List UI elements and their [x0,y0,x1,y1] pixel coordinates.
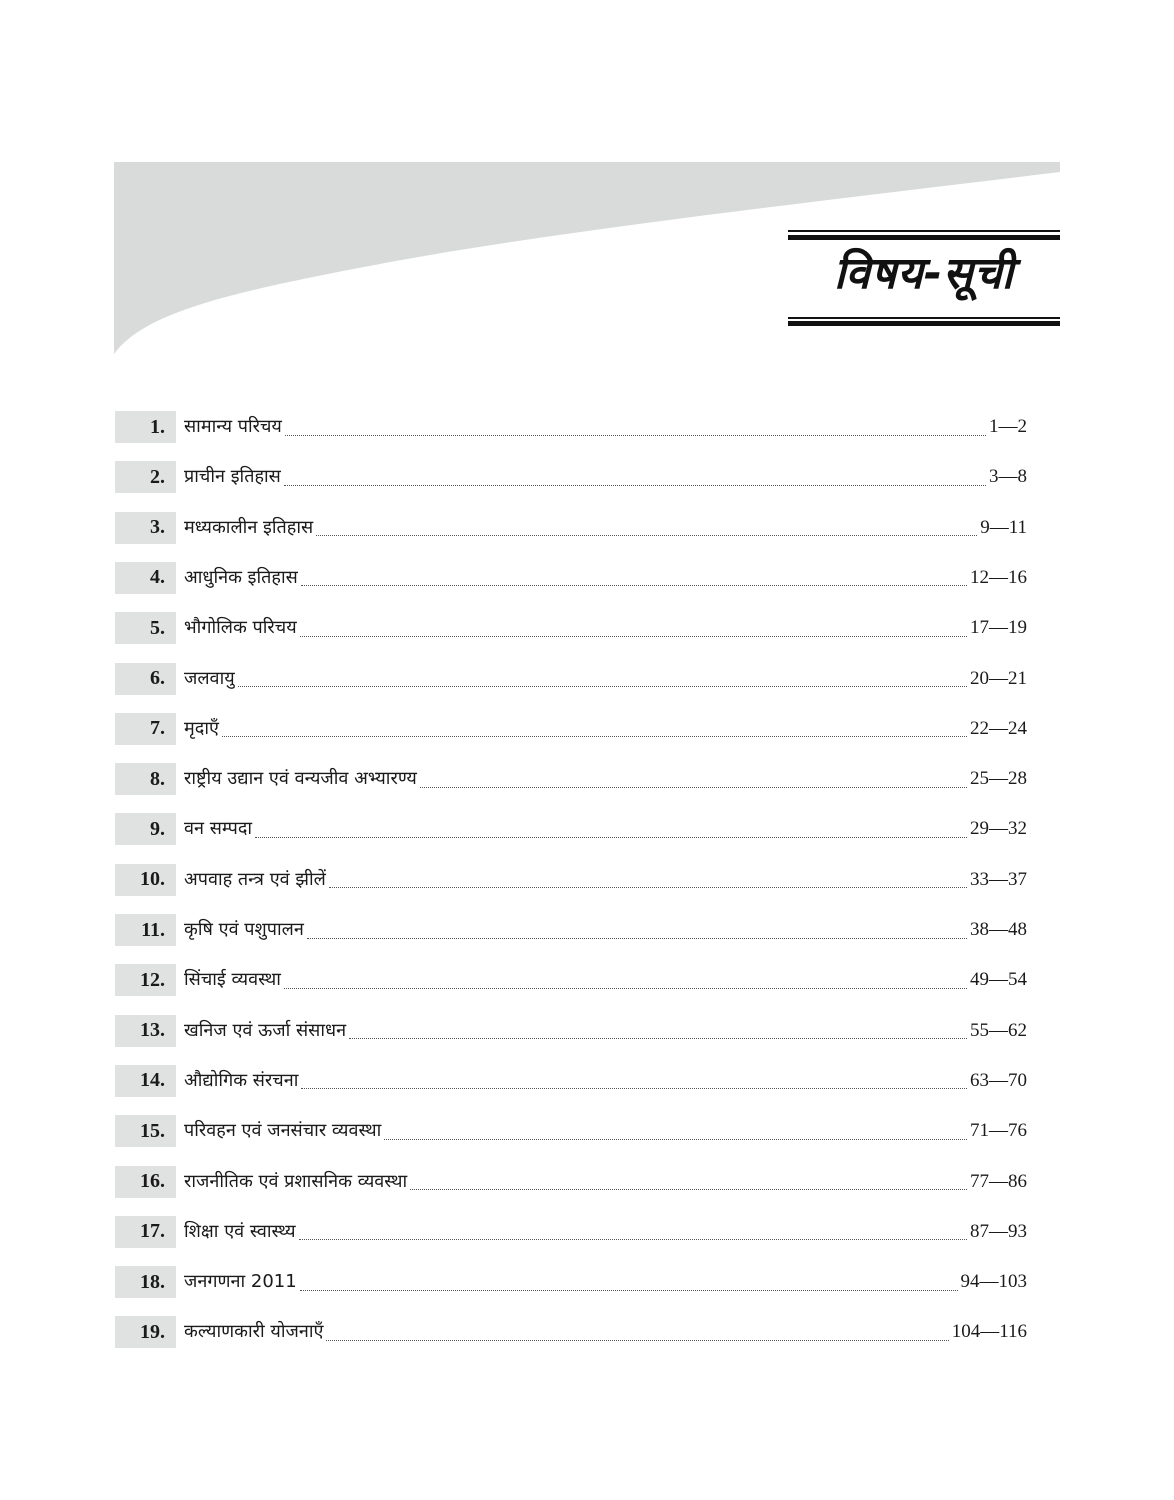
toc-entry-pages: 71—76 [970,1120,1027,1142]
page-title-box [788,228,1060,326]
toc-entry-number: 5. [115,612,176,644]
toc-entry-number: 16. [115,1166,176,1198]
toc-entry[interactable] [115,1215,1027,1249]
toc-entry-pages: 20—21 [970,667,1027,689]
toc-entry-number: 18. [115,1266,176,1298]
toc-entry-number: 8. [115,763,176,795]
toc-entry-title: आधुनिक इतिहास [184,566,298,588]
toc-entry-pages: 22—24 [970,717,1027,739]
toc-entry-number: 3. [115,512,176,544]
toc-entry[interactable] [115,561,1027,595]
dot-leader [326,1340,948,1341]
toc-entry-number: 7. [115,713,176,745]
toc-entry-title: शिक्षा एवं स्वास्थ्य [184,1220,296,1242]
dot-leader [299,1239,967,1240]
toc-entry-pages: 63—70 [970,1069,1027,1091]
toc-entry-title: कल्याणकारी योजनाएँ [184,1321,324,1343]
toc-entry-pages: 29—32 [970,818,1027,840]
toc-entry-title: औद्योगिक संरचना [184,1069,299,1091]
toc-entry-title: सामान्य परिचय [184,416,282,437]
toc-entry-number: 1. [115,411,176,443]
toc-entry-number: 9. [115,813,176,845]
dot-leader [316,535,977,536]
toc-entry-title: अपवाह तन्त्र एवं झीलें [184,868,326,890]
toc-entry-pages: 87—93 [970,1220,1027,1242]
toc-entry[interactable] [115,1114,1027,1148]
toc-entry-title: जलवायु [184,667,235,689]
toc-entry-number: 19. [115,1316,176,1348]
title-rule-bottom-thick [788,321,1060,326]
toc-entry[interactable] [115,1165,1027,1199]
toc-entry[interactable] [115,1265,1027,1299]
toc-entry-pages: 1—2 [989,416,1027,437]
toc-entry[interactable] [115,410,1027,444]
toc-entry-pages: 33—37 [970,868,1027,890]
toc-entry-title: कृषि एवं पशुपालन [184,919,304,940]
toc-entry-pages: 104—116 [951,1321,1027,1343]
toc-entry-title: राजनीतिक एवं प्रशासनिक व्यवस्था [184,1170,408,1192]
toc-entry[interactable] [115,762,1027,796]
toc-entry-pages: 25—28 [970,768,1027,790]
toc-entry-title: परिवहन एवं जनसंचार व्यवस्था [184,1120,382,1142]
dot-leader [284,485,986,486]
toc-entry-pages: 17—19 [970,617,1027,639]
toc-entry[interactable] [115,812,1027,846]
toc-entry-number: 15. [115,1115,176,1147]
page-title: विषय-सूची [833,248,1015,299]
dot-leader [307,938,967,939]
toc-entry[interactable] [115,611,1027,645]
title-rule-top-thick [788,235,1060,240]
toc-entry[interactable] [115,863,1027,897]
toc-entry-pages: 49—54 [970,969,1027,991]
toc-entry[interactable] [115,662,1027,696]
dot-leader [410,1189,967,1190]
toc-entry-title: सिंचाई व्यवस्था [184,969,281,991]
toc-entry[interactable] [115,1315,1027,1349]
toc-entry-number: 6. [115,663,176,695]
toc-entry-pages: 77—86 [970,1170,1027,1192]
dot-leader [255,837,967,838]
dot-leader [300,1290,958,1291]
toc-entry-number: 14. [115,1065,176,1097]
toc-entry[interactable] [115,963,1027,997]
dot-leader [284,988,967,989]
toc-entry-title: भौगोलिक परिचय [184,617,297,639]
toc-entry-pages: 3—8 [989,466,1027,488]
toc-entry[interactable] [115,712,1027,746]
toc-entry-number: 13. [115,1015,176,1047]
toc-entry-number: 2. [115,461,176,493]
toc-entry[interactable] [115,511,1027,545]
toc-entry-pages: 94—103 [960,1271,1027,1293]
toc-entry-pages: 12—16 [970,566,1027,588]
dot-leader [285,435,986,436]
toc-entry-pages: 9—11 [980,516,1027,538]
dot-leader [300,636,967,637]
toc-entry-number: 4. [115,562,176,594]
toc-entry-number: 11. [115,914,176,946]
title-rule-bottom-thin [788,317,1060,319]
toc-entry-title: प्राचीन इतिहास [184,466,281,488]
toc-entry[interactable] [115,460,1027,494]
dot-leader [420,787,967,788]
dot-leader [222,736,967,737]
title-rule-top-thin [788,230,1060,232]
toc-entry[interactable] [115,1014,1027,1048]
dot-leader [349,1038,967,1039]
dot-leader [301,585,967,586]
toc-entry-title: वन सम्पदा [184,818,253,840]
toc-entry-number: 12. [115,964,176,996]
toc-entry-title: मृदाएँ [184,717,219,739]
toc-entry[interactable] [115,913,1027,947]
dot-leader [301,1088,967,1089]
toc-entry-pages: 38—48 [970,919,1027,940]
toc-entry-title: जनगणना 2011 [184,1271,297,1293]
toc-entry-number: 17. [115,1216,176,1248]
toc-entry-pages: 55—62 [970,1019,1027,1041]
toc-entry-title: मध्यकालीन इतिहास [184,516,314,538]
dot-leader [238,686,967,687]
dot-leader [329,887,967,888]
toc-entry-number: 10. [115,864,176,896]
toc-entry-title: खनिज एवं ऊर्जा संसाधन [184,1019,347,1041]
toc-entry-title: राष्ट्रीय उद्यान एवं वन्यजीव अभ्यारण्य [184,768,417,790]
dot-leader [384,1139,967,1140]
toc-entry[interactable] [115,1064,1027,1098]
